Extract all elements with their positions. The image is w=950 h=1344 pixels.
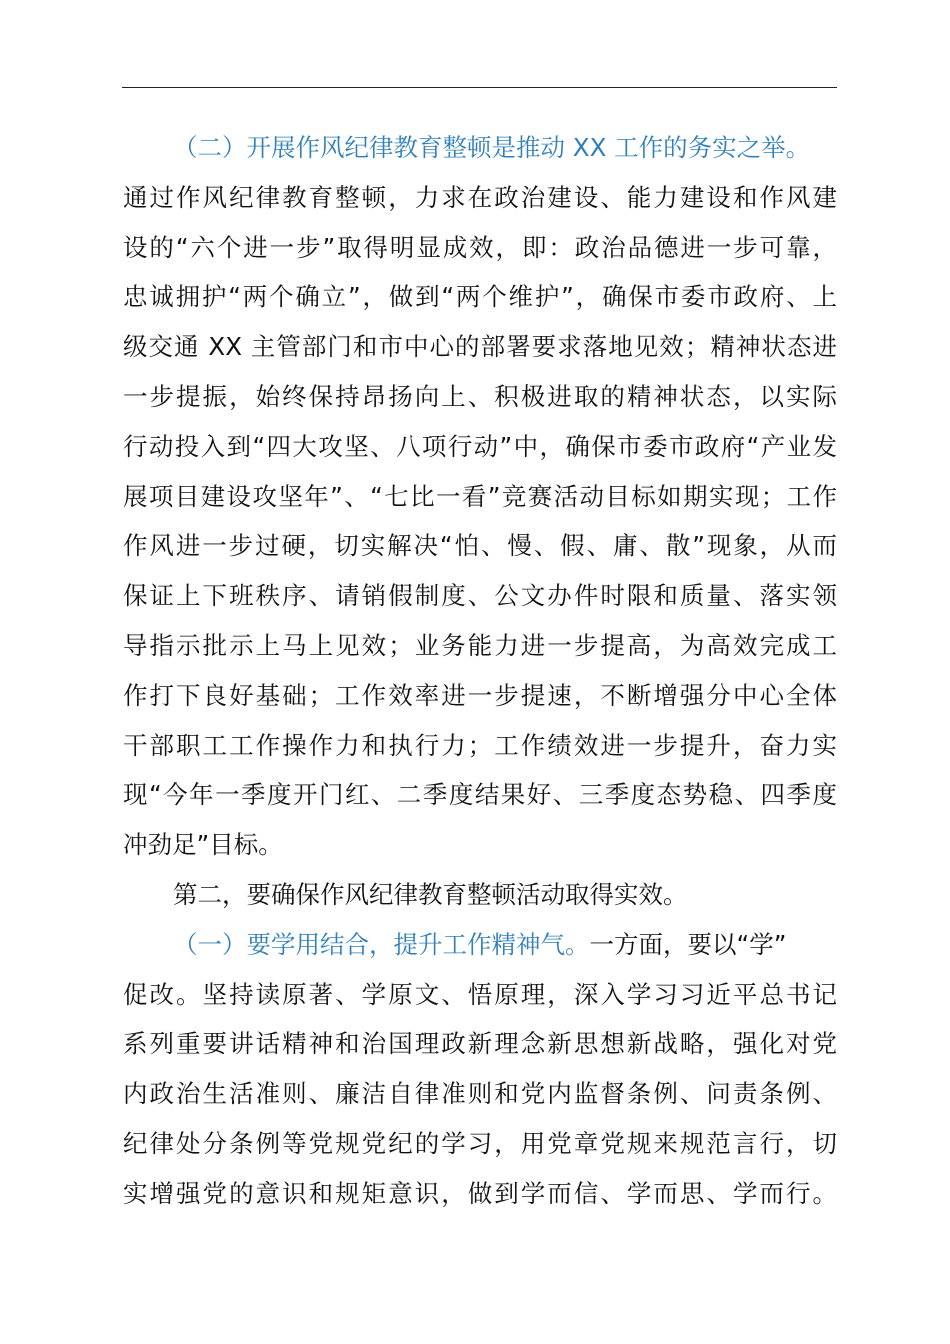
paragraph-line: 现“今年一季度开门红、二季度结果好、三季度态势稳、四季度 (123, 780, 837, 810)
header-rule (122, 87, 837, 88)
paragraph-line: 行动投入到“四大攻坚、八项行动”中，确保市委市政府“产业发 (123, 431, 837, 461)
paragraph-line: 展项目建设攻坚年”、“七比一看”竞赛活动目标如期实现；工作 (123, 481, 837, 511)
paragraph-line: 系列重要讲话精神和治国理政新理念新思想新战略，强化对党 (123, 1029, 837, 1059)
paragraph-line: 冲劲足”目标。 (123, 830, 283, 860)
paragraph-heading: 第二，要确保作风纪律教育整顿活动取得实效。 (173, 879, 688, 909)
paragraph-line: 导指示批示上马上见效；业务能力进一步提高，为高效完成工 (123, 630, 837, 660)
paragraph-line: 实增强党的意识和规矩意识，做到学而信、学而思、学而行。 (123, 1178, 837, 1208)
section-heading-1 (123, 920, 837, 970)
paragraph-line: 干部职工工作操作力和执行力；工作绩效进一步提升，奋力实 (123, 730, 837, 760)
heading-text: （一）要学用结合，提升工作精神气。 (173, 929, 590, 959)
document-body (123, 123, 837, 1219)
paragraph-line: 作风进一步过硬，切实解决“怕、慢、假、庸、散”现象，从而 (123, 531, 837, 561)
line-text: 一方面，要以“学” (589, 929, 787, 959)
paragraph-line: 通过作风纪律教育整顿，力求在政治建设、能力建设和作风建 (123, 182, 837, 212)
paragraph-line: 保证上下班秩序、请销假制度、公文办件时限和质量、落实领 (123, 581, 837, 611)
paragraph-line: 一步提振，始终保持昂扬向上、积极进取的精神状态，以实际 (123, 381, 837, 411)
paragraph-line: 设的“六个进一步”取得明显成效，即：政治品德进一步可靠， (123, 232, 837, 262)
paragraph-line: 纪律处分条例等党规党纪的学习，用党章党规来规范言行，切 (123, 1128, 837, 1158)
paragraph-line: 作打下良好基础；工作效率进一步提速，不断增强分中心全体 (123, 680, 837, 710)
heading-text: （二）开展作风纪律教育整顿是推动 XX 工作的务实之举。 (173, 133, 811, 162)
paragraph-line: 促改。坚持读原著、学原文、悟原理，深入学习习近平总书记 (123, 979, 837, 1009)
paragraph-line: 内政治生活准则、廉洁自律准则和党内监督条例、问责条例、 (123, 1079, 837, 1109)
section-heading-2 (123, 123, 837, 173)
paragraph-line: 忠诚拥护“两个确立”，做到“两个维护”，确保市委市政府、上 (123, 282, 837, 312)
paragraph-line: 级交通 XX 主管部门和市中心的部署要求落地见效；精神状态进 (123, 332, 837, 362)
